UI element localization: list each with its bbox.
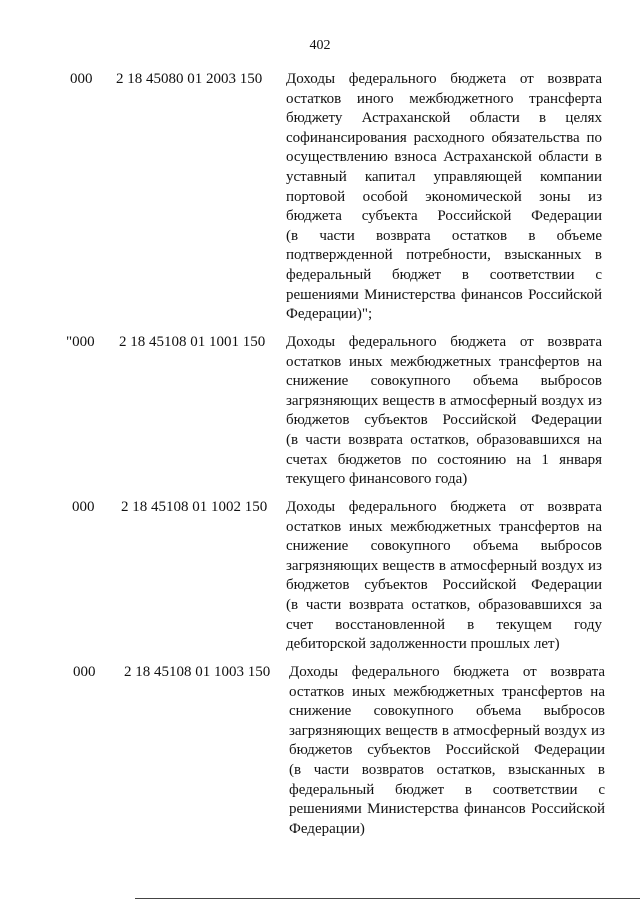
description-line: Доходы федерального бюджета от возврата bbox=[289, 664, 605, 680]
description-line: бюджетов субъектов Российской Федерации bbox=[286, 412, 602, 429]
description-line: подтвержденной потребности, взысканных в bbox=[286, 247, 602, 264]
admin-code: "000 bbox=[66, 334, 95, 350]
description-line: Доходы федерального бюджета от возврата bbox=[286, 334, 602, 350]
description-line: остатков иных межбюджетных трансфертов на bbox=[289, 683, 605, 700]
description-line: (в части возврата остатков, образовавшихся за bbox=[286, 596, 602, 613]
description-line: (в части возврата остатков, образовавшихся на bbox=[286, 431, 602, 448]
kbk-code: 2 18 45108 01 1003 150 bbox=[124, 664, 271, 680]
description-line: (в части возврата остатков в объеме bbox=[286, 227, 602, 244]
bottom-divider bbox=[135, 898, 640, 899]
admin-code: 000 bbox=[72, 499, 95, 515]
description-line: Доходы федерального бюджета от возврата bbox=[286, 499, 602, 515]
description-line: осуществлению взноса Астраханской области в bbox=[286, 149, 602, 166]
admin-code: 000 bbox=[70, 71, 93, 87]
entry-description bbox=[286, 498, 602, 655]
description-line: снижение совокупного объема выбросов bbox=[286, 373, 602, 390]
description-line: федеральный бюджет в соответствии с bbox=[286, 266, 602, 283]
description-line: снижение совокупного объема выбросов bbox=[286, 538, 602, 555]
description-line: бюджетов субъектов Российской Федерации bbox=[286, 577, 602, 594]
entry-description bbox=[286, 70, 602, 325]
budget-entry bbox=[0, 498, 640, 655]
kbk-code: 2 18 45080 01 2003 150 bbox=[116, 71, 263, 87]
description-line: счет восстановленной в текущем году bbox=[286, 616, 602, 633]
description-line: загрязняющих веществ в атмосферный воздух из bbox=[289, 722, 605, 739]
budget-entry bbox=[0, 70, 640, 325]
description-line: Доходы федерального бюджета от возврата bbox=[286, 71, 602, 87]
page-number: 402 bbox=[309, 38, 331, 53]
description-line: остатков иных межбюджетных трансфертов на bbox=[286, 353, 602, 370]
description-line: остатков иного межбюджетного трансферта bbox=[286, 90, 602, 107]
description-line: решениями Министерства финансов Российской bbox=[289, 801, 605, 818]
description-line: бюджета субъекта Российской Федерации bbox=[286, 208, 602, 225]
description-line: остатков иных межбюджетных трансфертов на bbox=[286, 518, 602, 535]
description-line: снижение совокупного объема выбросов bbox=[289, 703, 605, 720]
kbk-code: 2 18 45108 01 1002 150 bbox=[121, 499, 268, 515]
budget-code-list bbox=[0, 70, 640, 851]
description-line: портовой особой экономической зоны из bbox=[286, 188, 602, 205]
budget-entry bbox=[0, 333, 640, 490]
description-line: софинансирования расходного обязательства по bbox=[286, 129, 602, 146]
description-line: федеральный бюджет в соответствии с bbox=[289, 781, 605, 798]
admin-code: 000 bbox=[73, 664, 96, 680]
description-line: загрязняющих веществ в атмосферный воздух из bbox=[286, 557, 602, 574]
description-line: решениями Министерства финансов Российской bbox=[286, 286, 602, 303]
description-line: Федерации) bbox=[289, 820, 365, 837]
description-line: бюджету Астраханской области в целях bbox=[286, 110, 602, 127]
description-line: Федерации)"; bbox=[286, 306, 373, 323]
budget-entry bbox=[0, 663, 640, 843]
description-line: дебиторской задолженности прошлых лет) bbox=[286, 636, 560, 653]
entry-description bbox=[286, 333, 602, 490]
description-line: счетах бюджетов по состоянию на 1 января bbox=[286, 451, 602, 468]
kbk-code: 2 18 45108 01 1001 150 bbox=[119, 334, 266, 350]
description-line: загрязняющих веществ в атмосферный воздух из bbox=[286, 392, 602, 409]
description-line: уставный капитал управляющей компании bbox=[286, 168, 602, 185]
description-line: текущего финансового года) bbox=[286, 471, 468, 488]
description-line: бюджетов субъектов Российской Федерации bbox=[289, 742, 605, 759]
description-line: (в части возвратов остатков, взысканных в bbox=[289, 761, 605, 778]
entry-description bbox=[289, 663, 605, 839]
